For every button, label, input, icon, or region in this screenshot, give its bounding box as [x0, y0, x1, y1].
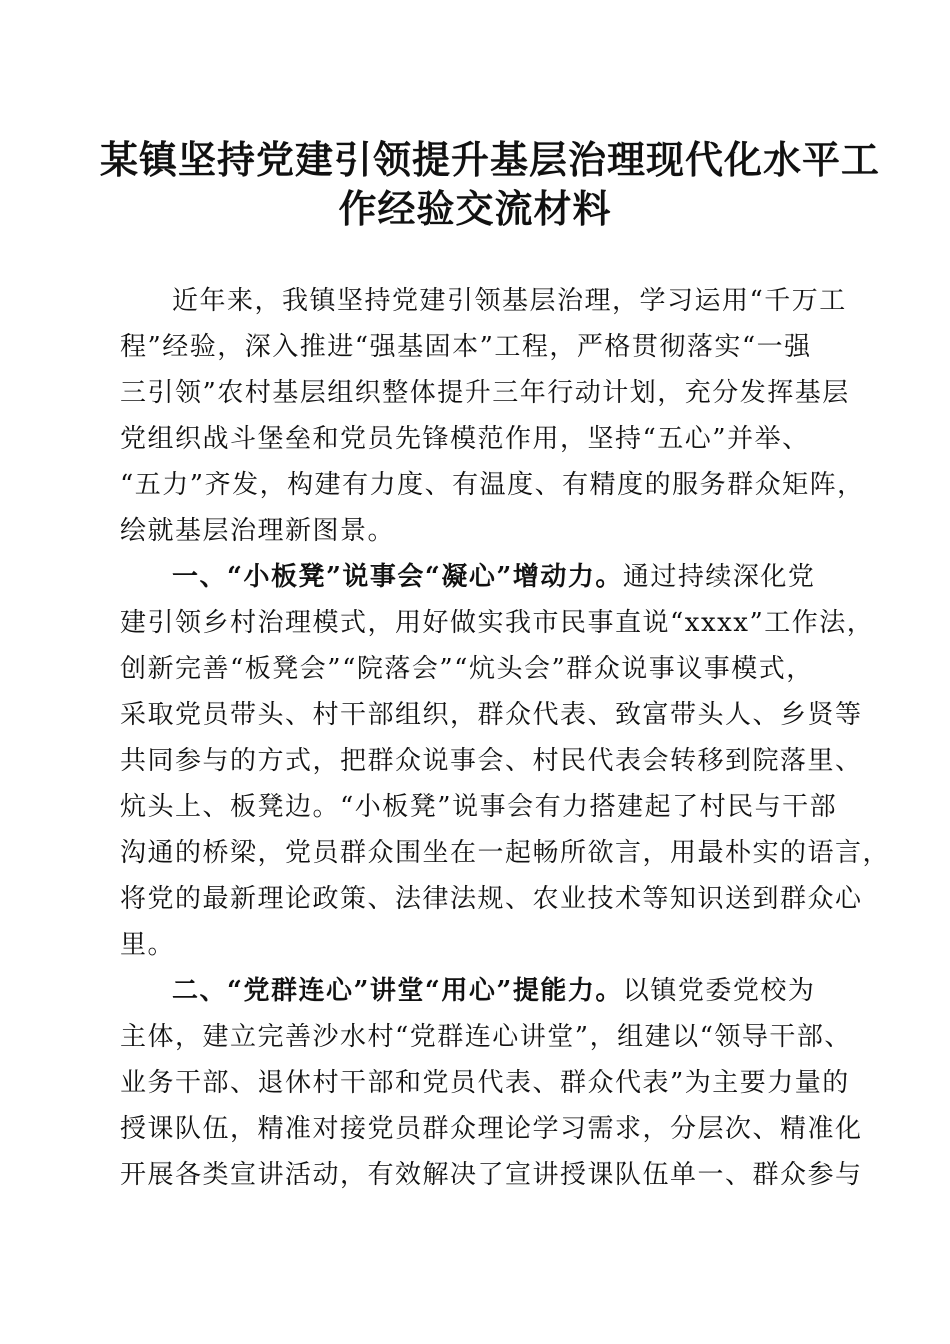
section1-line: 建引领乡村治理模式，用好做实我市民事直说“xxxx”工作法，: [120, 608, 875, 638]
section2-first-line-text: 以镇党委党校为: [622, 976, 816, 1006]
intro-line: 三引领”农村基层组织整体提升三年行动计划，充分发挥基层: [120, 378, 850, 408]
section1-first-line-text: 通过持续深化党: [622, 562, 816, 592]
section2-line: 业务干部、退休村干部和党员代表、群众代表”为主要力量的: [120, 1068, 850, 1098]
document-title-line-1: 某镇坚持党建引领提升基层治理现代化水平工: [100, 137, 881, 182]
section1-line: 采取党员带头、村干部组织，群众代表、致富带头人、乡贤等: [120, 700, 863, 730]
section1-line: 里。: [120, 930, 176, 960]
section1-line: 沟通的桥梁，党员群众围坐在一起畅所欲言，用最朴实的语言，: [120, 838, 891, 868]
section1-first-line: [172, 554, 815, 600]
section1-line: 创新完善“板凳会”“院落会”“炕头会”群众说事议事模式，: [120, 654, 814, 684]
section2-line: 授课队伍，精准对接党员群众理论学习需求，分层次、精准化: [120, 1114, 863, 1144]
section2-heading: 二、“党群连心”讲堂“用心”提能力。: [172, 976, 623, 1006]
intro-line: 绘就基层治理新图景。: [120, 516, 396, 546]
intro-line: 近年来，我镇坚持党建引领基层治理，学习运用“千万工: [172, 286, 847, 316]
document-title-line-2: 作经验交流材料: [338, 186, 612, 231]
section1-heading: 一、“小板凳”说事会“凝心”增动力。: [172, 562, 623, 592]
intro-line: 党组织战斗堡垒和党员先锋模范作用，坚持“五心”并举、: [120, 424, 810, 454]
section1-line: 炕头上、板凳边。“小板凳”说事会有力搭建起了村民与干部: [120, 792, 838, 822]
section2-first-line: [172, 968, 815, 1014]
intro-line: “五力”齐发，构建有力度、有温度、有精度的服务群众矩阵，: [120, 470, 865, 500]
section1-line: 共同参与的方式，把群众说事会、村民代表会转移到院落里、: [120, 746, 863, 776]
intro-line: 程”经验，深入推进“强基固本”工程，严格贯彻落实“一强: [120, 332, 812, 362]
section2-line: 主体，建立完善沙水村“党群连心讲堂”，组建以“领导干部、: [120, 1022, 852, 1052]
section1-line: 将党的最新理论政策、法律法规、农业技术等知识送到群众心: [120, 884, 863, 914]
section2-line: 开展各类宣讲活动，有效解决了宣讲授课队伍单一、群众参与: [120, 1160, 863, 1190]
